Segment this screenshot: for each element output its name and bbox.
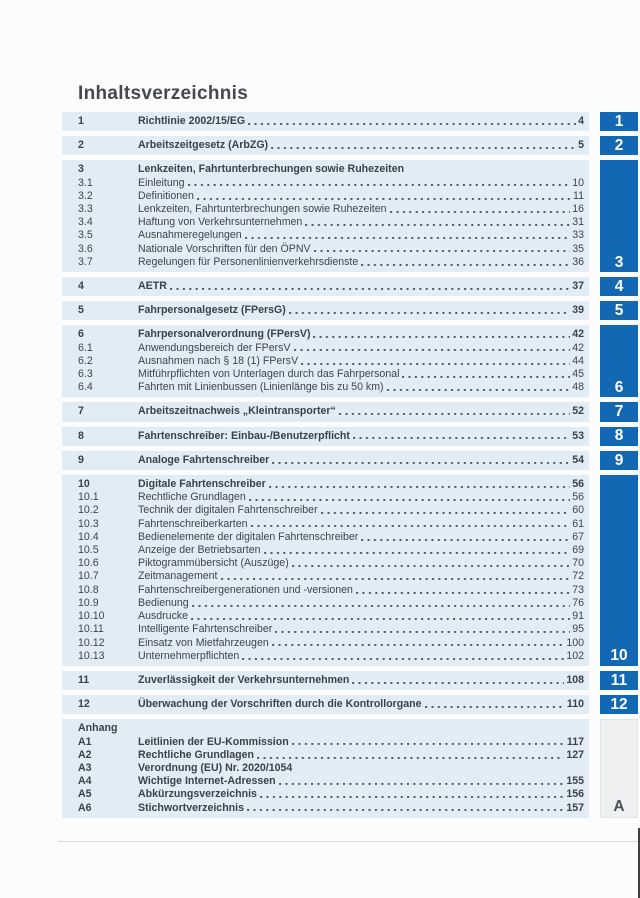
entry-number: 11 bbox=[78, 673, 90, 686]
thumb-tab-7 bbox=[600, 402, 638, 421]
entry-number: 3.4 bbox=[78, 216, 93, 229]
dot-leader bbox=[390, 203, 571, 216]
entry-page-number: 33 bbox=[572, 229, 584, 242]
entry-page-number: 72 bbox=[572, 570, 584, 583]
entry-title: Arbeitszeitnachweis „Kleintransporter“ bbox=[138, 405, 336, 418]
dot-leader bbox=[221, 570, 571, 583]
dot-leader bbox=[301, 355, 570, 368]
toc-entry bbox=[78, 280, 584, 293]
entry-page-number: 108 bbox=[566, 673, 584, 686]
dot-leader bbox=[260, 788, 564, 801]
toc-entry bbox=[78, 736, 584, 749]
entry-title: Zuverlässigkeit der Verkehrsunternehmen bbox=[138, 673, 350, 686]
dot-leader bbox=[356, 584, 570, 597]
dot-leader bbox=[402, 368, 570, 381]
entry-number: 6.3 bbox=[78, 368, 93, 381]
thumb-tab-label: 9 bbox=[614, 451, 624, 469]
toc-entry bbox=[78, 762, 584, 775]
thumb-tab-label: 3 bbox=[614, 253, 624, 271]
entry-number: 3.2 bbox=[78, 189, 93, 202]
dot-leader bbox=[387, 381, 571, 394]
entry-title: Rechtliche Grundlagen bbox=[138, 748, 254, 761]
entry-title: Ausdrucke bbox=[138, 610, 189, 623]
dot-leader bbox=[305, 216, 570, 229]
entry-number: 10.6 bbox=[78, 557, 99, 570]
thumb-tab-label: 6 bbox=[614, 378, 624, 396]
dot-leader bbox=[197, 190, 571, 203]
thumb-tab-5 bbox=[600, 301, 638, 320]
entry-number: 3.3 bbox=[78, 203, 93, 216]
entry-page-number: 67 bbox=[572, 530, 584, 543]
toc-group-8 bbox=[62, 427, 589, 446]
entry-title: Anwendungsbereich der FPersV bbox=[138, 341, 291, 354]
thumb-tab-label: 12 bbox=[610, 695, 628, 713]
toc-entry bbox=[78, 802, 584, 815]
toc-group-3 bbox=[62, 160, 589, 272]
entry-title: Bedienung bbox=[138, 596, 189, 609]
dot-leader bbox=[247, 802, 564, 815]
entry-page-number: 110 bbox=[566, 698, 584, 711]
dot-leader bbox=[425, 698, 565, 711]
entry-number: 10.2 bbox=[78, 504, 99, 517]
toc-entry bbox=[78, 342, 584, 355]
entry-page-number: 36 bbox=[572, 255, 584, 268]
entry-title: Leitlinien der EU-Kommission bbox=[138, 735, 289, 748]
entry-number: 5 bbox=[78, 304, 84, 317]
dot-leader bbox=[272, 454, 570, 467]
dot-leader bbox=[314, 243, 571, 256]
scan-edge-line bbox=[58, 841, 640, 842]
toc-entry bbox=[78, 518, 584, 531]
entry-title: Arbeitszeitgesetz (ArbZG) bbox=[138, 139, 269, 152]
entry-number: 7 bbox=[78, 405, 84, 418]
entry-number: 2 bbox=[78, 139, 84, 152]
entry-page-number: 56 bbox=[572, 478, 584, 491]
toc-entry bbox=[78, 597, 584, 610]
entry-page-number: 37 bbox=[572, 280, 584, 293]
entry-number: 10.8 bbox=[78, 583, 99, 596]
entry-title: Zeitmanagement bbox=[138, 570, 218, 583]
tab-column bbox=[600, 0, 638, 898]
toc-group-9 bbox=[62, 451, 589, 470]
dot-leader bbox=[313, 328, 570, 341]
entry-page-number: 54 bbox=[572, 453, 584, 466]
toc-entry bbox=[78, 650, 584, 663]
entry-page-number: 156 bbox=[566, 788, 584, 801]
entry-title: Piktogrammübersicht (Auszüge) bbox=[138, 557, 289, 570]
toc-entry bbox=[78, 328, 584, 341]
entry-number: 4 bbox=[78, 280, 84, 293]
toc-entry bbox=[78, 163, 584, 176]
toc-entry bbox=[78, 115, 584, 128]
dot-leader bbox=[361, 256, 570, 269]
entry-page-number: 42 bbox=[572, 341, 584, 354]
toc-group-5 bbox=[62, 301, 589, 320]
toc-entry bbox=[78, 557, 584, 570]
toc-group-12 bbox=[62, 695, 589, 714]
dot-leader bbox=[271, 139, 576, 152]
entry-title: Überwachung der Vorschriften durch die Kontrollorgane bbox=[138, 698, 422, 711]
toc-entry bbox=[78, 570, 584, 583]
dot-leader bbox=[188, 177, 571, 190]
entry-page-number: 127 bbox=[566, 748, 584, 761]
dot-leader bbox=[292, 736, 565, 749]
thumb-tab-label: 5 bbox=[614, 301, 624, 319]
toc-entry bbox=[78, 139, 584, 152]
entry-page-number: 10 bbox=[572, 176, 584, 189]
entry-page-number: 53 bbox=[572, 429, 584, 442]
thumb-tab-9 bbox=[600, 451, 638, 470]
entry-number: 12 bbox=[78, 698, 90, 711]
entry-number: A6 bbox=[78, 801, 92, 814]
toc-entry bbox=[78, 203, 584, 216]
dot-leader bbox=[275, 623, 570, 636]
dot-leader bbox=[251, 518, 571, 531]
toc-entry bbox=[78, 368, 584, 381]
toc-entry bbox=[78, 610, 584, 623]
entry-title: Digitale Fahrtenschreiber bbox=[138, 478, 266, 491]
toc-entry bbox=[78, 190, 584, 203]
dot-leader bbox=[292, 557, 570, 570]
entry-number: 10.7 bbox=[78, 570, 99, 583]
dot-leader bbox=[361, 531, 570, 544]
toc-group-2 bbox=[62, 136, 589, 155]
entry-title: Lenkzeiten, Fahrtunterbrechungen sowie Ruhezeiten bbox=[138, 203, 387, 216]
thumb-tab-8 bbox=[600, 427, 638, 446]
entry-number: 6 bbox=[78, 328, 84, 341]
thumb-tab-label: A bbox=[613, 798, 625, 816]
toc-groups bbox=[62, 112, 589, 818]
dot-leader bbox=[191, 610, 570, 623]
thumb-tab-1 bbox=[600, 112, 638, 131]
entry-title: Fahrpersonalverordnung (FPersV) bbox=[138, 328, 311, 341]
entry-number: 6.4 bbox=[78, 381, 93, 394]
section-header-label: Anhang bbox=[78, 722, 118, 735]
toc-entry bbox=[78, 243, 584, 256]
entry-number: A5 bbox=[78, 788, 92, 801]
entry-title: Ausnahmeregelungen bbox=[138, 229, 242, 242]
toc-entry bbox=[78, 256, 584, 269]
dot-leader bbox=[269, 478, 570, 491]
thumb-tab-6 bbox=[600, 325, 638, 397]
entry-title: Fahrpersonalgesetz (FPersG) bbox=[138, 304, 286, 317]
entry-page-number: 76 bbox=[572, 596, 584, 609]
entry-page-number: 44 bbox=[572, 354, 584, 367]
thumb-tab-A bbox=[600, 719, 638, 817]
toc-entry bbox=[78, 698, 584, 711]
entry-title: Analoge Fahrtenschreiber bbox=[138, 453, 270, 466]
entry-number: 10.3 bbox=[78, 517, 99, 530]
entry-title: Ausnahmen nach § 18 (1) FPersV bbox=[138, 354, 299, 367]
entry-title: Nationale Vorschriften für den ÖPNV bbox=[138, 242, 311, 255]
toc-group-6 bbox=[62, 325, 589, 397]
entry-title: Mitführpflichten von Unterlagen durch das Fahrpersonal bbox=[138, 368, 400, 381]
entry-number: 10.11 bbox=[78, 623, 104, 636]
entry-page-number: 45 bbox=[572, 368, 584, 381]
toc-panel bbox=[62, 82, 589, 823]
toc-entry bbox=[78, 531, 584, 544]
toc-entry bbox=[78, 504, 584, 517]
dot-leader bbox=[192, 597, 571, 610]
entry-number: 1 bbox=[78, 115, 84, 127]
dot-leader bbox=[264, 544, 571, 557]
thumb-tab-4 bbox=[600, 277, 638, 296]
toc-group-4 bbox=[62, 277, 589, 296]
toc-entry bbox=[78, 478, 584, 491]
entry-number: 10 bbox=[78, 478, 90, 491]
toc-entry bbox=[78, 454, 584, 467]
thumb-tab-2 bbox=[600, 136, 638, 155]
dot-leader bbox=[249, 491, 570, 504]
entry-number: 3.6 bbox=[78, 242, 93, 255]
entry-number: 10.9 bbox=[78, 596, 99, 609]
entry-title: Bedienelemente der digitalen Fahrtenschreiber bbox=[138, 530, 359, 543]
toc-entry bbox=[78, 491, 584, 504]
entry-page-number: 4 bbox=[578, 115, 584, 127]
dot-leader bbox=[272, 637, 565, 650]
toc-entry bbox=[78, 788, 584, 801]
dot-leader bbox=[289, 304, 570, 317]
thumb-tab-label: 10 bbox=[610, 647, 628, 665]
dot-leader bbox=[353, 430, 570, 443]
toc-group-1 bbox=[62, 112, 589, 131]
entry-number: 3 bbox=[78, 163, 84, 176]
entry-page-number: 60 bbox=[572, 504, 584, 517]
entry-title: Regelungen für Personenlinienverkehrsdienste bbox=[138, 255, 359, 268]
entry-page-number: 48 bbox=[572, 381, 584, 394]
dot-leader bbox=[248, 115, 576, 128]
thumb-tab-label: 8 bbox=[614, 427, 624, 445]
thumb-tab-label: 1 bbox=[614, 112, 624, 130]
entry-number: 10.10 bbox=[78, 610, 105, 623]
entry-title: Fahrten mit Linienbussen (Linienlänge bis zu 50 km) bbox=[138, 381, 384, 394]
entry-title: Wichtige Internet-Adressen bbox=[138, 775, 276, 788]
entry-title: Abkürzungsverzeichnis bbox=[138, 788, 257, 801]
thumb-tab-label: 11 bbox=[610, 671, 628, 689]
toc-entry bbox=[78, 749, 584, 762]
entry-title: Verordnung (EU) Nr. 2020/1054 bbox=[138, 761, 293, 774]
thumb-tab-3 bbox=[600, 160, 638, 272]
toc-entry bbox=[78, 544, 584, 557]
entry-page-number: 91 bbox=[572, 610, 584, 623]
dot-leader bbox=[245, 229, 571, 242]
entry-page-number: 102 bbox=[566, 649, 584, 662]
entry-number: 6.1 bbox=[78, 341, 93, 354]
dot-leader bbox=[257, 749, 564, 762]
thumb-tab-label: 4 bbox=[614, 277, 624, 295]
entry-number: 10.12 bbox=[78, 636, 105, 649]
dot-leader bbox=[339, 405, 570, 418]
dot-leader bbox=[242, 650, 564, 663]
toc-entry bbox=[78, 229, 584, 242]
entry-title: Intelligente Fahrtenschreiber bbox=[138, 623, 273, 636]
entry-page-number: 69 bbox=[572, 544, 584, 557]
toc-entry bbox=[78, 405, 584, 418]
entry-page-number: 155 bbox=[566, 775, 584, 788]
entry-page-number: 56 bbox=[572, 491, 584, 504]
entry-page-number: 52 bbox=[572, 405, 584, 418]
entry-page-number: 70 bbox=[572, 557, 584, 570]
toc-entry bbox=[78, 304, 584, 317]
entry-page-number: 117 bbox=[566, 735, 584, 748]
entry-page-number: 61 bbox=[572, 517, 584, 530]
dot-leader bbox=[352, 674, 564, 687]
toc-entry bbox=[78, 381, 584, 394]
toc-entry bbox=[78, 637, 584, 650]
toc-group-A bbox=[62, 719, 589, 817]
entry-number: 8 bbox=[78, 429, 84, 442]
entry-title: Einsatz von Mietfahrzeugen bbox=[138, 636, 269, 649]
toc-entry bbox=[78, 775, 584, 788]
entry-number: 3.7 bbox=[78, 255, 93, 268]
entry-page-number: 73 bbox=[572, 583, 584, 596]
entry-number: 3.5 bbox=[78, 229, 93, 242]
entry-title: Technik der digitalen Fahrtenschreiber bbox=[138, 504, 318, 517]
toc-entry bbox=[78, 674, 584, 687]
entry-page-number: 16 bbox=[572, 203, 584, 216]
entry-number: 10.13 bbox=[78, 649, 105, 662]
toc-entry bbox=[78, 623, 584, 636]
entry-title: Fahrtenschreiber: Einbau-/Benutzerpflicht bbox=[138, 429, 350, 442]
entry-title: Rechtliche Grundlagen bbox=[138, 491, 246, 504]
dot-leader bbox=[294, 342, 571, 355]
entry-page-number: 11 bbox=[573, 189, 584, 202]
thumb-tab-12 bbox=[600, 695, 638, 714]
dot-leader bbox=[170, 280, 570, 293]
entry-page-number: 31 bbox=[572, 216, 584, 229]
entry-number: A3 bbox=[78, 761, 92, 774]
entry-page-number: 157 bbox=[566, 801, 584, 814]
entry-number: 10.4 bbox=[78, 530, 99, 543]
entry-title: Haftung von Verkehrsunternehmen bbox=[138, 216, 303, 229]
entry-number: A1 bbox=[78, 735, 92, 748]
thumb-tab-label: 7 bbox=[614, 403, 624, 421]
thumb-tab-10 bbox=[600, 475, 638, 666]
toc-entry bbox=[78, 584, 584, 597]
entry-number: 6.2 bbox=[78, 354, 93, 367]
entry-title: Anzeige der Betriebsarten bbox=[138, 544, 261, 557]
dot-leader bbox=[321, 504, 571, 517]
page-title: Inhaltsverzeichnis bbox=[78, 83, 249, 104]
entry-title: AETR bbox=[138, 280, 167, 293]
entry-title: Stichwortverzeichnis bbox=[138, 801, 244, 814]
entry-page-number: 39 bbox=[572, 304, 584, 317]
entry-page-number: 42 bbox=[572, 328, 584, 341]
toc-entry bbox=[78, 216, 584, 229]
entry-title: Definitionen bbox=[138, 189, 194, 202]
entry-title: Richtlinie 2002/15/EG bbox=[138, 115, 246, 127]
entry-page-number: 100 bbox=[566, 636, 584, 649]
toc-section-header bbox=[78, 722, 584, 735]
entry-number: A4 bbox=[78, 775, 92, 788]
toc-group-7 bbox=[62, 402, 589, 421]
entry-title: Einleitung bbox=[138, 176, 185, 189]
entry-title: Fahrtenschreibergenerationen und -versionen bbox=[138, 583, 353, 596]
entry-title: Fahrtenschreiberkarten bbox=[138, 517, 248, 530]
toc-entry bbox=[78, 355, 584, 368]
entry-title: Unternehmerpflichten bbox=[138, 649, 240, 662]
toc-entry bbox=[78, 430, 584, 443]
entry-number: 3.1 bbox=[78, 176, 93, 189]
entry-number: 10.5 bbox=[78, 544, 99, 557]
entry-page-number: 5 bbox=[578, 139, 584, 152]
entry-number: 10.1 bbox=[78, 491, 99, 504]
entry-page-number: 95 bbox=[572, 623, 584, 636]
toc-group-11 bbox=[62, 671, 589, 690]
toc-entry bbox=[78, 177, 584, 190]
entry-number: 9 bbox=[78, 453, 84, 466]
entry-page-number: 35 bbox=[572, 242, 584, 255]
toc-group-10 bbox=[62, 475, 589, 666]
thumb-tab-label: 2 bbox=[614, 136, 624, 154]
entry-title: Lenkzeiten, Fahrtunterbrechungen sowie Ruhezeiten bbox=[138, 163, 405, 176]
dot-leader bbox=[279, 775, 565, 788]
thumb-tab-11 bbox=[600, 671, 638, 690]
entry-number: A2 bbox=[78, 748, 92, 761]
